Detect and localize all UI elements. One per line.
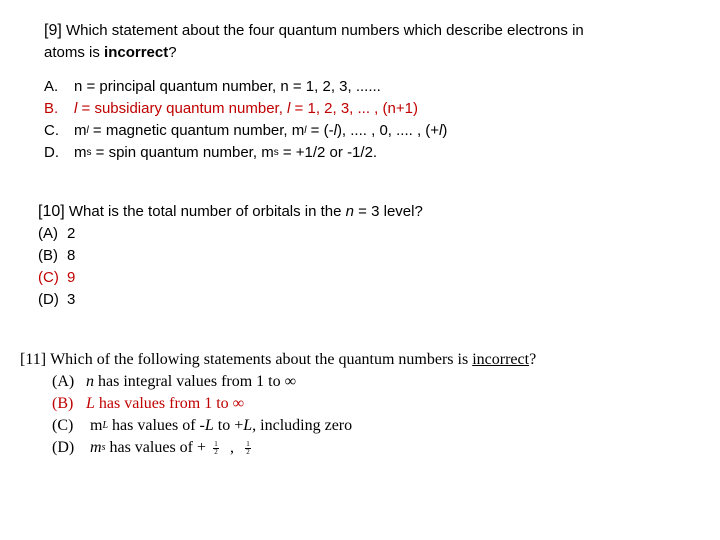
question-9-number: [9]	[44, 22, 62, 39]
question-10-stem: [10] What is the total number of orbitals in the n = 3 level?	[38, 201, 598, 223]
question-9-option-a: A. n = principal quantum number, n = 1, 2, 3, ......	[44, 78, 381, 95]
question-11-option-b: (B) L has values from 1 to ∞	[52, 395, 245, 412]
fraction-one-half: $\frac{1}{2}$	[214, 439, 218, 456]
question-11-option-c: (C) m L has values of - L to + L , including zero	[52, 417, 353, 434]
incorrect-underlined: incorrect	[472, 351, 530, 368]
question-9-option-d: D. m s = spin quantum number, m s = +1/2 or -1/2.	[44, 144, 378, 161]
question-10-option-a: (A) 2	[38, 225, 76, 242]
question-10-option-d: (D) 3	[38, 291, 76, 308]
question-9-stem-line1: [9] Which statement about the four quantum numbers which describe electrons in	[44, 20, 684, 42]
question-9-option-c: C. m l = magnetic quantum number, m l = (- l ), .... , 0, .... , (+ l )	[44, 122, 448, 139]
incorrect-emphasis: incorrect	[104, 44, 169, 61]
question-11-number: [11]	[20, 351, 47, 368]
question-11	[20, 349, 700, 459]
question-9-stem-line2: atoms is incorrect ?	[44, 42, 684, 64]
question-10-option-b: (B) 8	[38, 247, 76, 264]
question-11-option-a: (A) n has integral values from 1 to ∞	[52, 373, 297, 390]
question-10	[38, 201, 598, 311]
question-11-option-d: (D) m s has values of + $\frac{1}{2}$ , $\frac{1}{2}$	[52, 439, 250, 456]
question-9	[44, 20, 684, 164]
fraction-one-half-2: $\frac{1}{2}$	[246, 439, 250, 456]
question-10-number: [10]	[38, 203, 65, 220]
question-10-option-c: (C) 9	[38, 269, 76, 286]
question-9-option-b: B. l = subsidiary quantum number, l = 1, 2, 3, ... , (n+1)	[44, 100, 418, 117]
question-11-stem: [11] Which of the following statements about the quantum numbers is incorrect ?	[20, 349, 700, 371]
